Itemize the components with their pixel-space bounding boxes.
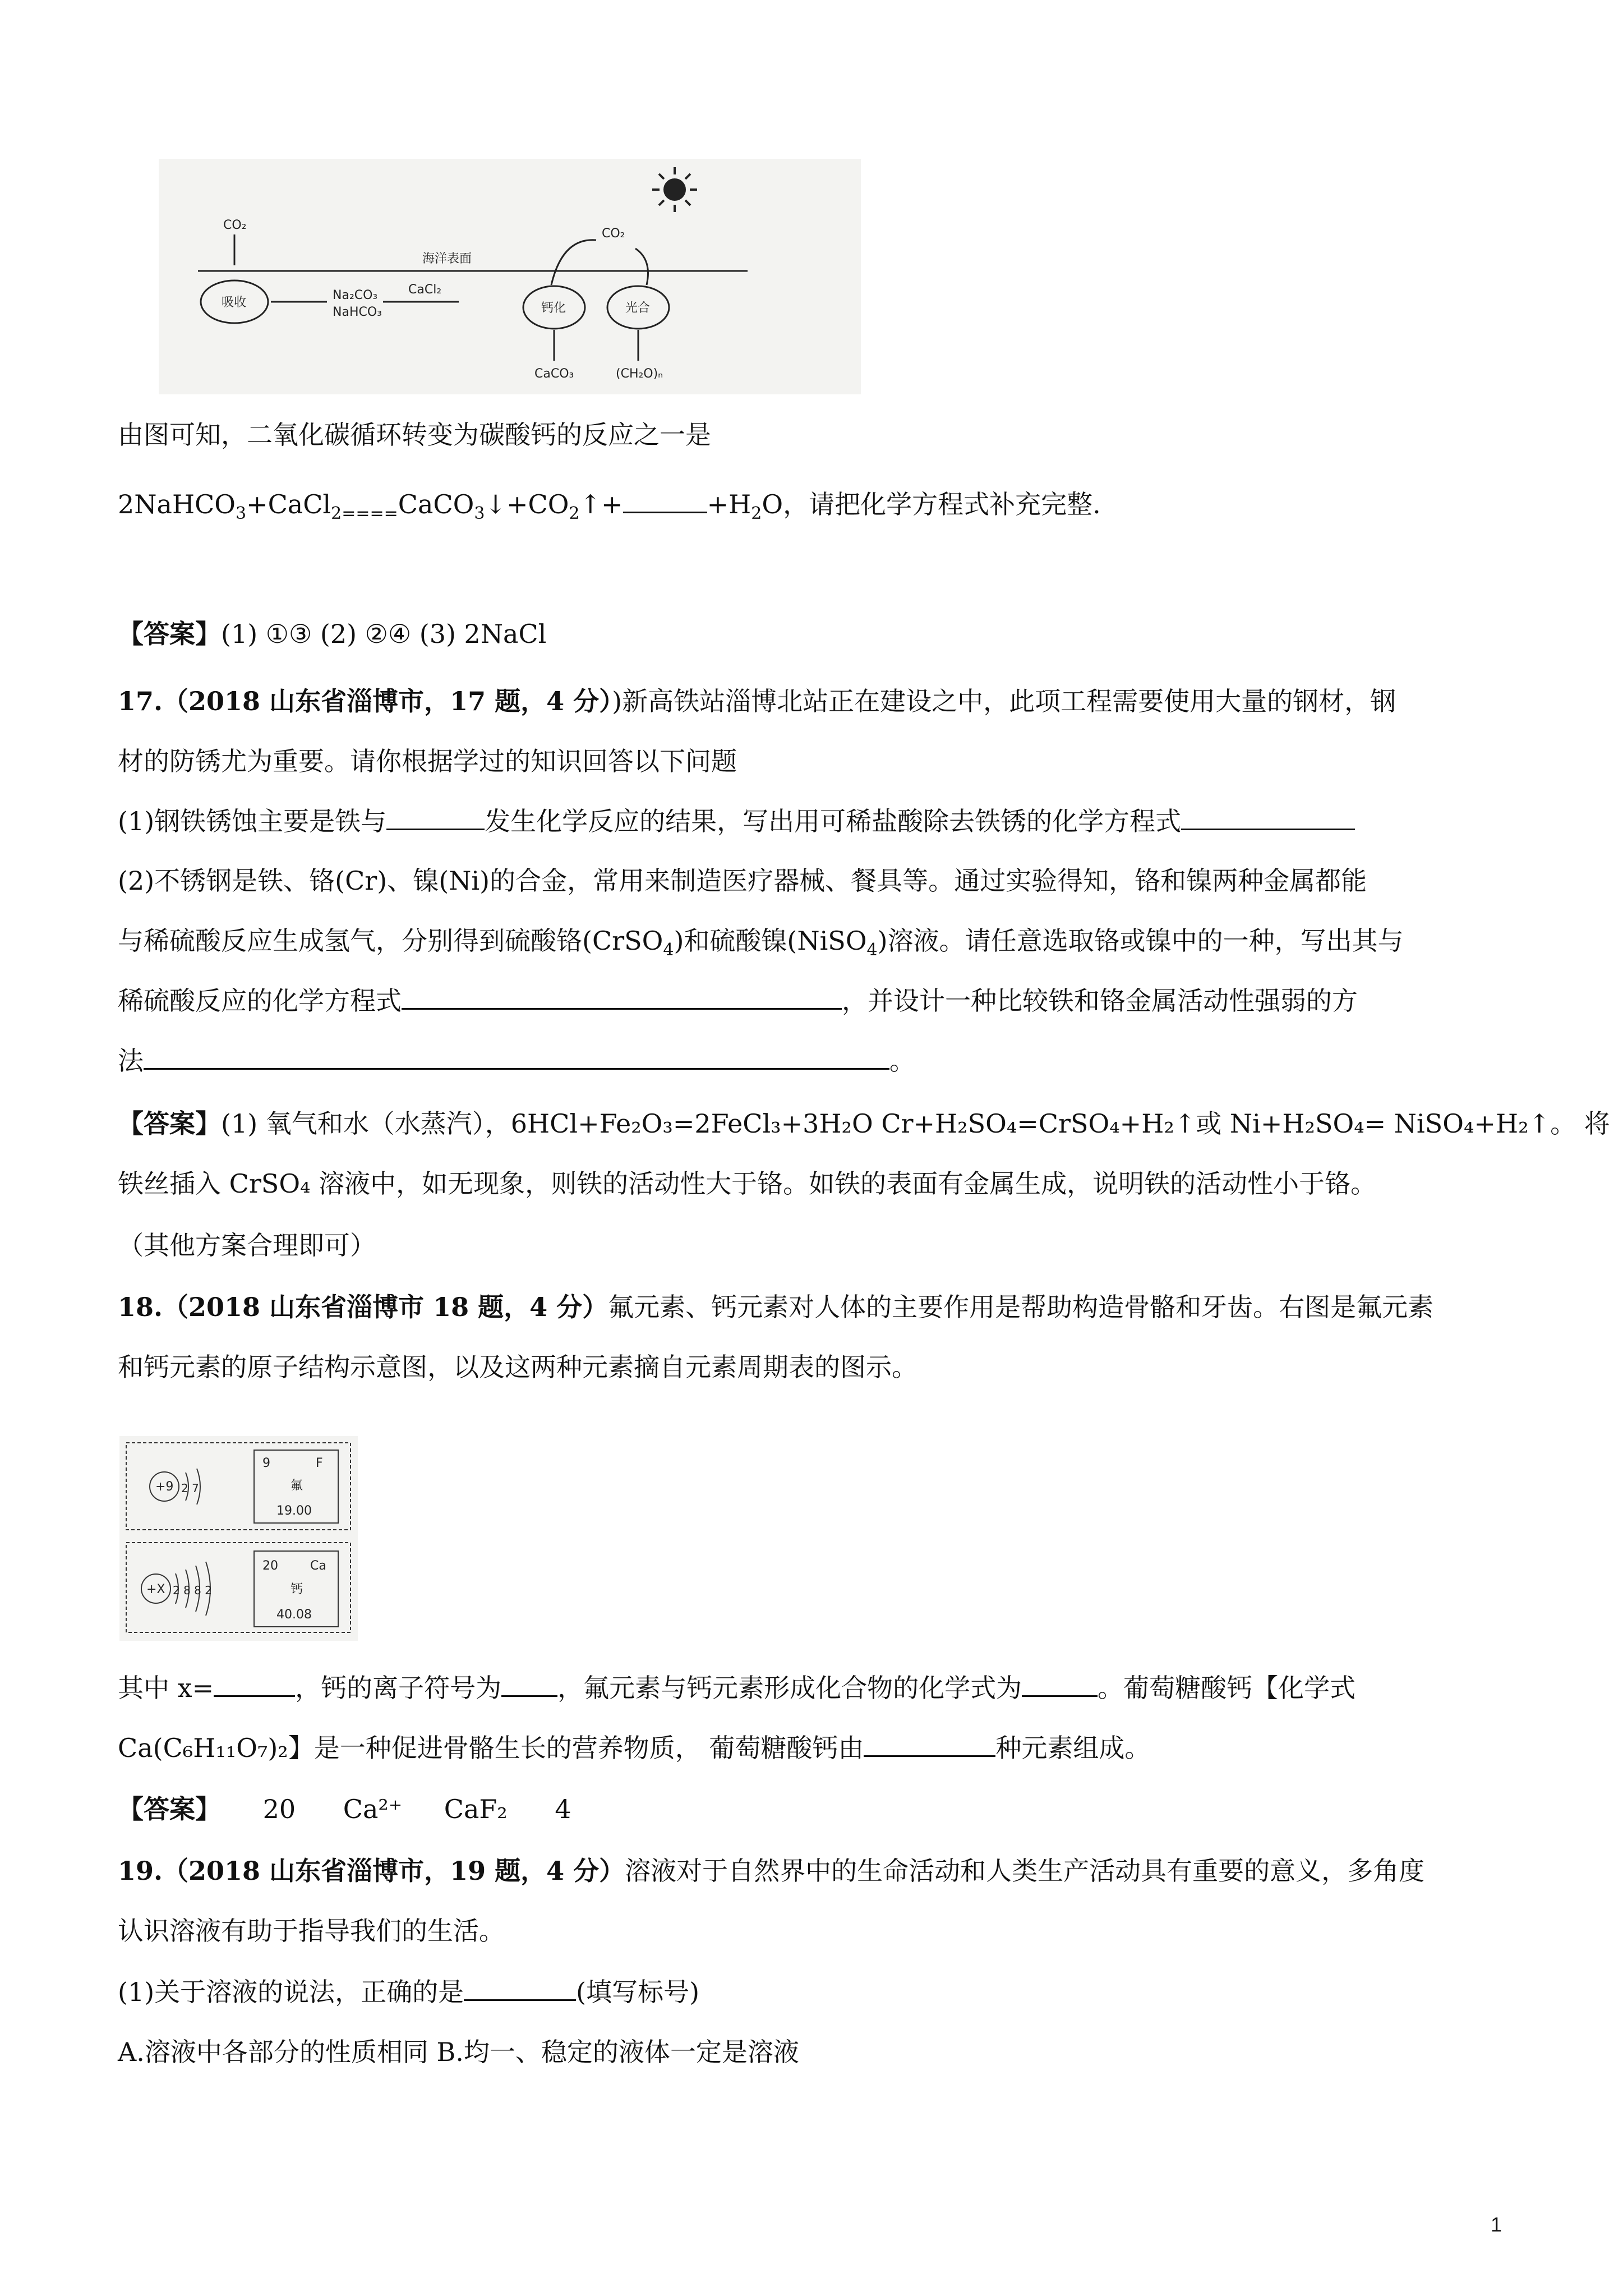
- answer-label: 【答案】: [118, 1108, 221, 1139]
- answer-value: 20: [262, 1794, 296, 1824]
- question-text: 。葡萄糖酸钙【化学式: [1098, 1673, 1356, 1703]
- nahco3-label: NaHCO₃: [333, 305, 382, 319]
- answer-value: 4: [555, 1794, 571, 1824]
- fluorine-shells: 2 7: [181, 1481, 199, 1495]
- q17-line1: [118, 684, 1396, 718]
- question-text: )新高铁站淄博北站正在建设之中，此项工程需要使用大量的钢材，钢: [612, 686, 1396, 716]
- question-text: 溶液对于自然界中的生命活动和人类生产活动具有重要的意义，多角度: [625, 1856, 1425, 1886]
- q19-p1: [118, 1975, 699, 2009]
- eq-part: O，请把化学方程式补充完整.: [762, 489, 1101, 519]
- question-text: 种元素组成。: [995, 1733, 1151, 1763]
- eq-part: ↓+CO: [485, 489, 569, 519]
- question-head: 17.（2018 山东省淄博市，17 题，4 分）: [118, 686, 612, 716]
- fluorine-mass: 19.00: [276, 1504, 312, 1518]
- q17-p1: [118, 804, 1355, 838]
- a17-line3: （其他方案合理即可）: [118, 1230, 376, 1260]
- a17-line1: [118, 1107, 1610, 1140]
- question-text: 与稀硫酸反应生成氢气，分别得到硫酸铬(CrSO: [118, 926, 663, 956]
- q19-line2: 认识溶液有助于指导我们的生活。: [118, 1916, 505, 1946]
- fluorine-number: 9: [262, 1456, 270, 1470]
- answer-blank[interactable]: [214, 1671, 295, 1697]
- q18-question1: [118, 1671, 1355, 1705]
- answer-blank[interactable]: [1022, 1671, 1098, 1697]
- answer-blank[interactable]: [144, 1043, 889, 1070]
- q18-line2: 和钙元素的原子结构示意图，以及这两种元素摘自元素周期表的图示。: [118, 1352, 917, 1382]
- question-text: )溶液。请任意选取铬或镍中的一种，写出其与: [877, 926, 1404, 956]
- question-text: 稀硫酸反应的化学方程式: [118, 986, 402, 1016]
- answer-blank[interactable]: [402, 983, 842, 1010]
- question-text: 氟元素、钙元素对人体的主要作用是帮助构造骨骼和牙齿。右图是氟元素: [608, 1292, 1434, 1322]
- question-text: (填写标号): [576, 1977, 700, 2007]
- question-text: (1)关于溶液的说法，正确的是: [118, 1977, 464, 2007]
- question-text: )和硫酸镍(NiSO: [674, 926, 867, 956]
- co2-label-left: CO₂: [223, 218, 247, 232]
- caco3-label: CaCO₃: [534, 367, 574, 381]
- answer-blank[interactable]: [501, 1671, 557, 1697]
- calcium-symbol: Ca: [310, 1559, 326, 1573]
- na2co3-label: Na₂CO₃: [333, 288, 378, 302]
- answer-text: (1) ①③ (2) ②④ (3) 2NaCl: [221, 619, 547, 649]
- answer-blank[interactable]: [1181, 804, 1355, 830]
- eq-part: CaCO: [398, 489, 474, 519]
- question-text: ，氟元素与钙元素形成化合物的化学式为: [557, 1673, 1022, 1703]
- fluorine-name: 氟: [291, 1479, 303, 1493]
- answer-value: Ca²⁺: [343, 1794, 403, 1824]
- calcium-shells: 2 8 8 2: [173, 1584, 212, 1597]
- q17-line2: 材的防锈尤为重要。请你根据学过的知识回答以下问题: [118, 746, 737, 776]
- eq-part: ↑+: [579, 489, 623, 519]
- calcium-nucleus: +X: [146, 1582, 165, 1596]
- eq-part: +CaCl: [246, 489, 331, 519]
- answer-blank[interactable]: [864, 1731, 995, 1757]
- sun-icon: [652, 167, 697, 212]
- q19-options: A.溶液中各部分的性质相同 B.均一、稳定的液体一定是溶液: [118, 2037, 799, 2067]
- eq-part: 2NaHCO: [118, 489, 236, 519]
- answer-label: 【答案】: [118, 1794, 221, 1824]
- ch2o-label: (CH₂O)ₙ: [616, 367, 663, 381]
- calcify-label: 钙化: [541, 301, 566, 315]
- question-text: 法: [118, 1046, 144, 1076]
- q18-question2: [118, 1731, 1150, 1765]
- a16-answer: [118, 617, 546, 651]
- cacl2-label: CaCl₂: [408, 283, 442, 297]
- calcium-name: 钙: [291, 1582, 303, 1596]
- co2-label-right: CO₂: [602, 227, 625, 241]
- question-head: 19.（2018 山东省淄博市，19 题，4 分）: [118, 1856, 625, 1886]
- answer-text: (1) 氧气和水（水蒸汽），6HCl+Fe₂O₃=2FeCl₃+3H₂O Cr+H₂SO₄=CrSO₄+H₂↑或 Ni+H₂SO₄= NiSO₄+H₂↑。 将: [221, 1108, 1610, 1139]
- a18-answer: [118, 1792, 571, 1826]
- page-number: 1: [1491, 2213, 1502, 2236]
- q17-p2-line3: [118, 983, 1358, 1018]
- a17-line2: 铁丝插入 CrSO₄ 溶液中，如无现象，则铁的活动性大于铬。如铁的表面有金属生成，说明铁的活动性小于铬。: [118, 1168, 1377, 1199]
- question-text: 。: [889, 1046, 915, 1076]
- ocean-surface-label: 海洋表面: [422, 252, 472, 266]
- q17-p2-line4: [118, 1043, 915, 1078]
- calcium-number: 20: [262, 1559, 278, 1573]
- answer-blank[interactable]: [623, 487, 707, 513]
- photosynthesis-label: 光合: [625, 301, 651, 315]
- question-head: 18.（2018 山东省淄博市 18 题，4 分）: [118, 1292, 608, 1322]
- fluorine-nucleus: +9: [155, 1480, 174, 1494]
- q17-p2-line2: 与稀硫酸反应生成氢气，分别得到硫酸铬(CrSO$_4$)和硫酸镍(NiSO$_4$)溶液。请任意选取铬或镍中的一种，写出其与: [118, 926, 1404, 960]
- fluorine-symbol: F: [316, 1456, 323, 1470]
- question-text: (1)钢铁锈蚀主要是铁与: [118, 806, 387, 836]
- answer-label: 【答案】: [118, 619, 221, 649]
- q16-equation: $2NaHCO_3+CaCl_{2====}CaCO_3↓+CO_2↑+ +H_2O$，请把化学方程式补充完整.: [118, 487, 1101, 531]
- answer-blank[interactable]: [464, 1975, 576, 2001]
- q19-line1: [118, 1854, 1424, 1888]
- atom-structure-figure: [119, 1436, 358, 1641]
- eq-part: +H: [707, 489, 751, 519]
- answer-blank[interactable]: [386, 804, 485, 830]
- calcium-mass: 40.08: [276, 1608, 312, 1622]
- q18-line1: [118, 1290, 1433, 1324]
- question-text: 发生化学反应的结果，写出用可稀盐酸除去铁锈的化学方程式: [485, 806, 1182, 836]
- question-text: Ca(C₆H₁₁O₇)₂】是一种促进骨骼生长的营养物质， 葡萄糖酸钙由: [118, 1733, 864, 1763]
- eq-part: ====: [342, 504, 398, 524]
- q17-p2-line1: (2)不锈钢是铁、铬(Cr)、镍(Ni)的合金，常用来制造医疗器械、餐具等。通过实验得知，铬和镍两种金属都能: [118, 866, 1367, 896]
- question-text: 其中 x=: [118, 1673, 214, 1703]
- co2-cycle-figure: [159, 159, 861, 394]
- answer-value: CaF₂: [444, 1794, 508, 1824]
- question-text: ，并设计一种比较铁和铬金属活动性强弱的方: [842, 986, 1358, 1016]
- question-text: ，钙的离子符号为: [295, 1673, 502, 1703]
- q16-text: 由图可知，二氧化碳循环转变为碳酸钙的反应之一是: [118, 420, 711, 450]
- absorb-label: 吸收: [222, 296, 247, 310]
